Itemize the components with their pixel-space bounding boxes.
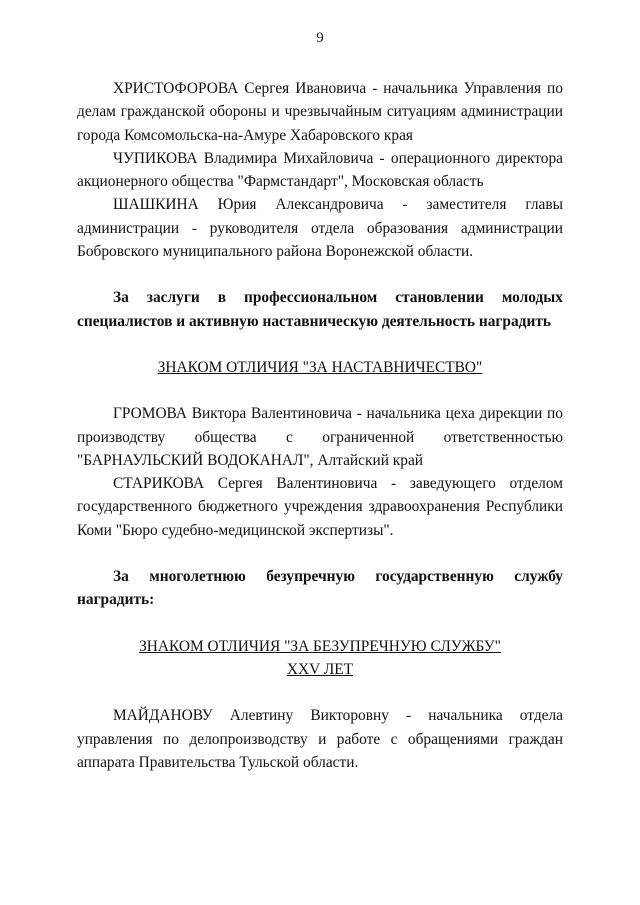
document-body: [77, 77, 563, 774]
spacer: [77, 379, 563, 402]
page-number: 9: [316, 30, 324, 46]
award-heading: ЗНАКОМ ОТЛИЧИЯ "ЗА НАСТАВНИЧЕСТВО": [157, 358, 483, 376]
spacer: [77, 612, 563, 635]
award-recipient-paragraph: СТАРИКОВА Сергея Валентиновича - заведующего отделом государственного бюджетного учреждения здравоохранения Республики Коми "Бюро судебно-медицинской экспертизы".: [77, 475, 563, 539]
spacer: [77, 681, 563, 704]
award-heading-subline: XXV ЛЕТ: [286, 660, 354, 678]
award-recipient-paragraph: ЧУПИКОВА Владимира Михайловича - операционного директора акционерного общества "Фармстандарт", Московская область: [77, 149, 563, 191]
spacer: [77, 542, 563, 565]
award-recipient-paragraph: МАЙДАНОВУ Алевтину Викторовну - начальника отдела управления по делопроизводству и работе с обращениями граждан аппарата Правительства Тульской области.: [77, 707, 563, 771]
award-intro-paragraph: За многолетнюю безупречную государственную службу наградить:: [77, 568, 563, 609]
award-intro-paragraph: За заслуги в профессиональном становлении молодых специалистов и активную наставническую деятельность наградить: [77, 289, 563, 330]
spacer: [77, 263, 563, 286]
award-recipient-paragraph: ХРИСТОФОРОВА Сергея Ивановича - начальника Управления по делам гражданской обороны и чрезвычайным ситуациям администрации города Комсомольска-на-Амуре Хабаровского края: [77, 80, 563, 144]
award-recipient-paragraph: ШАШКИНА Юрия Александровича - заместителя главы администрации - руководителя отдела образования администрации Бобровского муниципального района Воронежской области.: [77, 196, 563, 261]
award-recipient-paragraph: ГРОМОВА Виктора Валентиновича - начальника цеха дирекции по производству общества с ограниченной ответственностью "БАРНАУЛЬСКИЙ ВОДОКАНАЛ", Алтайский край: [77, 405, 563, 469]
award-heading: ЗНАКОМ ОТЛИЧИЯ "ЗА БЕЗУПРЕЧНУЮ СЛУЖБУ": [139, 637, 501, 655]
spacer: [77, 333, 563, 356]
